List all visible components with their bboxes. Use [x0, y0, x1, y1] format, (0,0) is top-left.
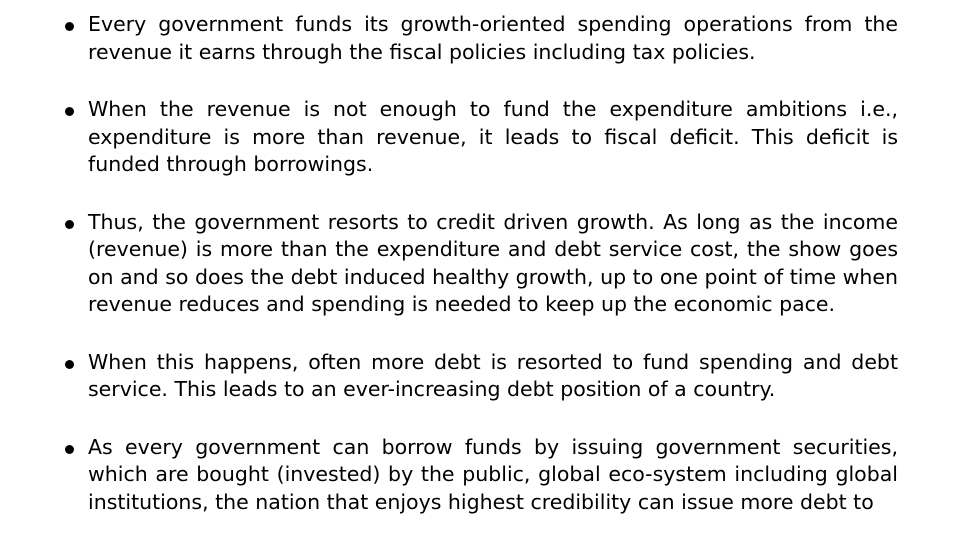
list-item — [0, 11, 898, 66]
bullet-text: When the revenue is not enough to fund the expenditure ambitions i.e., expenditure is more than revenue, it leads to fiscal deficit. This deficit is funded through borrowings. — [88, 97, 898, 176]
bullet-icon — [65, 220, 74, 229]
bullet-icon — [65, 360, 74, 369]
bullet-icon — [65, 22, 74, 31]
list-item — [0, 96, 898, 179]
list-item — [0, 209, 898, 319]
bullet-text: When this happens, often more debt is resorted to fund spending and debt service. This leads to an ever-increasing debt position of a country. — [88, 349, 898, 401]
bullet-text: As every government can borrow funds by issuing government securities, which are bought (invested) by the public, global eco-system including global institutions, the nation that enjoys highest credibility can issue more debt to — [88, 434, 898, 514]
list-item — [0, 349, 898, 404]
bullet-icon — [65, 445, 74, 454]
bullet-icon — [65, 107, 74, 116]
bullet-list — [0, 11, 980, 546]
list-item — [0, 434, 898, 517]
bullet-text: Every government funds its growth-oriented spending operations from the revenue it earns through the fiscal policies including tax policies. — [88, 12, 898, 64]
bullet-text: Thus, the government resorts to credit driven growth. As long as the income (revenue) is more than the expenditure and debt service cost, the show goes on and so does the debt induced healthy growth, up to one point of time when revenue reduces and spending is needed to keep up the economic pace. — [88, 209, 898, 316]
